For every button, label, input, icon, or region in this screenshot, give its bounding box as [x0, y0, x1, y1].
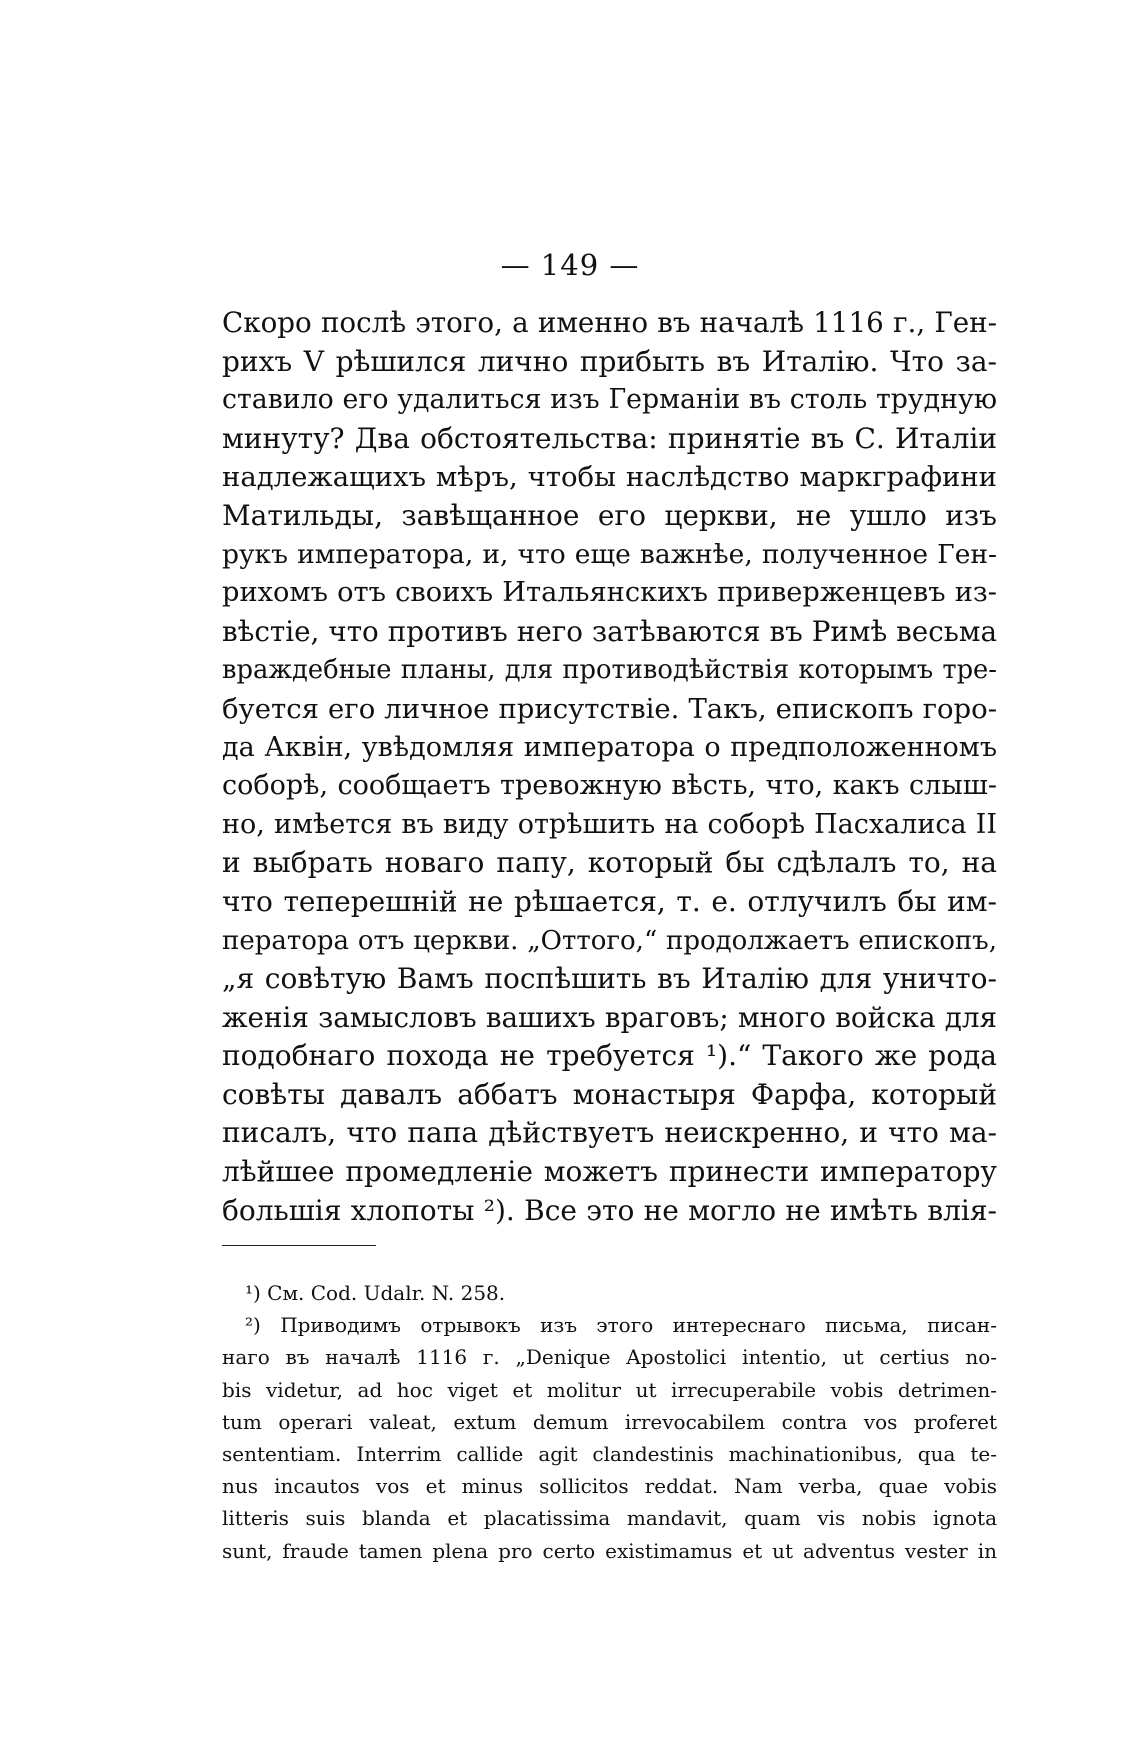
text-line: подобнаго похода не требуется ¹).“ Такого же рода [222, 1039, 997, 1073]
text-line: враждебные планы, для противодѣйствія которымъ тре- [222, 655, 997, 686]
footnote-2-line: sunt, fraude tamen plena pro certo existimamus et ut adventus vester in [222, 1538, 997, 1563]
text-line: совѣты давалъ аббатъ монастыря Фарфа, который [222, 1077, 997, 1111]
text-line: надлежащихъ мѣръ, чтобы наслѣдство маркграфини [222, 461, 997, 494]
footnote-2-line: sententiam. Interrim callide agit clandestinis machinationibus, qua te- [222, 1441, 997, 1466]
text-line: большія хлопоты ²). Все это не могло не имѣть влія- [222, 1193, 997, 1227]
footnote-2-line: ²) Приводимъ отрывокъ изъ этого интереснаго письма, писан- [245, 1313, 997, 1338]
footnote-2-line: tum operari valeat, extum demum irrevocabilem contra vos proferet [222, 1409, 997, 1434]
footnote-2-line: наго въ началѣ 1116 г. „Denique Apostolici intentio, ut certius no- [222, 1345, 997, 1370]
footnote-2-line: litteris suis blanda et placatissima mandavit, quam vis nobis ignota [222, 1506, 997, 1531]
text-line: рихомъ отъ своихъ Итальянскихъ приверженцевъ из- [222, 577, 997, 609]
text-line: лѣйшее промедленіе можетъ принести императору [222, 1155, 997, 1189]
text-line: да Аквін, увѣдомляя императора о предположенномъ [222, 731, 997, 763]
text-line: буется его личное присутствіе. Такъ, епископъ горо- [222, 692, 997, 725]
text-line: Матильды, завѣщанное его церкви, не ушло изъ [222, 498, 997, 532]
text-line: рукъ императора, и, что еще важнѣе, полученное Ген- [222, 538, 997, 570]
text-line: минуту? Два обстоятельства: принятіе въ С. Италіи [222, 421, 997, 455]
text-line: Скоро послѣ этого, а именно въ началѣ 1116 г., Ген- [222, 306, 997, 339]
footnote-divider [222, 1245, 376, 1246]
text-line: рихъ V рѣшился лично прибыть въ Италію. Что за- [222, 344, 997, 378]
footnote-2-line: bis videtur, ad hoc viget et molitur ut irrecuperabile vobis detrimen- [222, 1377, 997, 1402]
main-text [222, 304, 997, 1230]
text-line: и выбрать новаго папу, который бы сдѣлалъ то, на [222, 846, 997, 880]
footnote-1: ¹) См. Cod. Udalr. N. 258. [245, 1281, 506, 1305]
text-line: что теперешній не рѣшается, т. е. отлучилъ бы им- [222, 884, 997, 918]
text-line: соборѣ, сообщаетъ тревожную вѣсть, что, какъ слыш- [222, 770, 997, 802]
text-line: ставило его удалиться изъ Германіи въ столь трудную [222, 384, 997, 416]
text-line: вѣстіе, что противъ него затѣваются въ Римѣ весьма [222, 614, 997, 648]
footnote-2-line: nus incautos vos et minus sollicitos reddat. Nam verba, quae vobis [222, 1474, 997, 1499]
footnotes [222, 1277, 997, 1567]
text-line: ператора отъ церкви. „Оттого,“ продолжаетъ епископъ, [222, 925, 997, 956]
text-line: „я совѣтую Вамъ поспѣшить въ Италію для уничто- [222, 962, 997, 996]
text-line: писалъ, что папа дѣйствуетъ неискренно, и что ма- [222, 1116, 997, 1150]
text-line: но, имѣется въ виду отрѣшить на соборѣ Пасхалиса II [222, 808, 997, 840]
text-line: женія замысловъ вашихъ враговъ; много войска для [222, 1000, 997, 1034]
page-number: — 149 — [500, 248, 640, 282]
